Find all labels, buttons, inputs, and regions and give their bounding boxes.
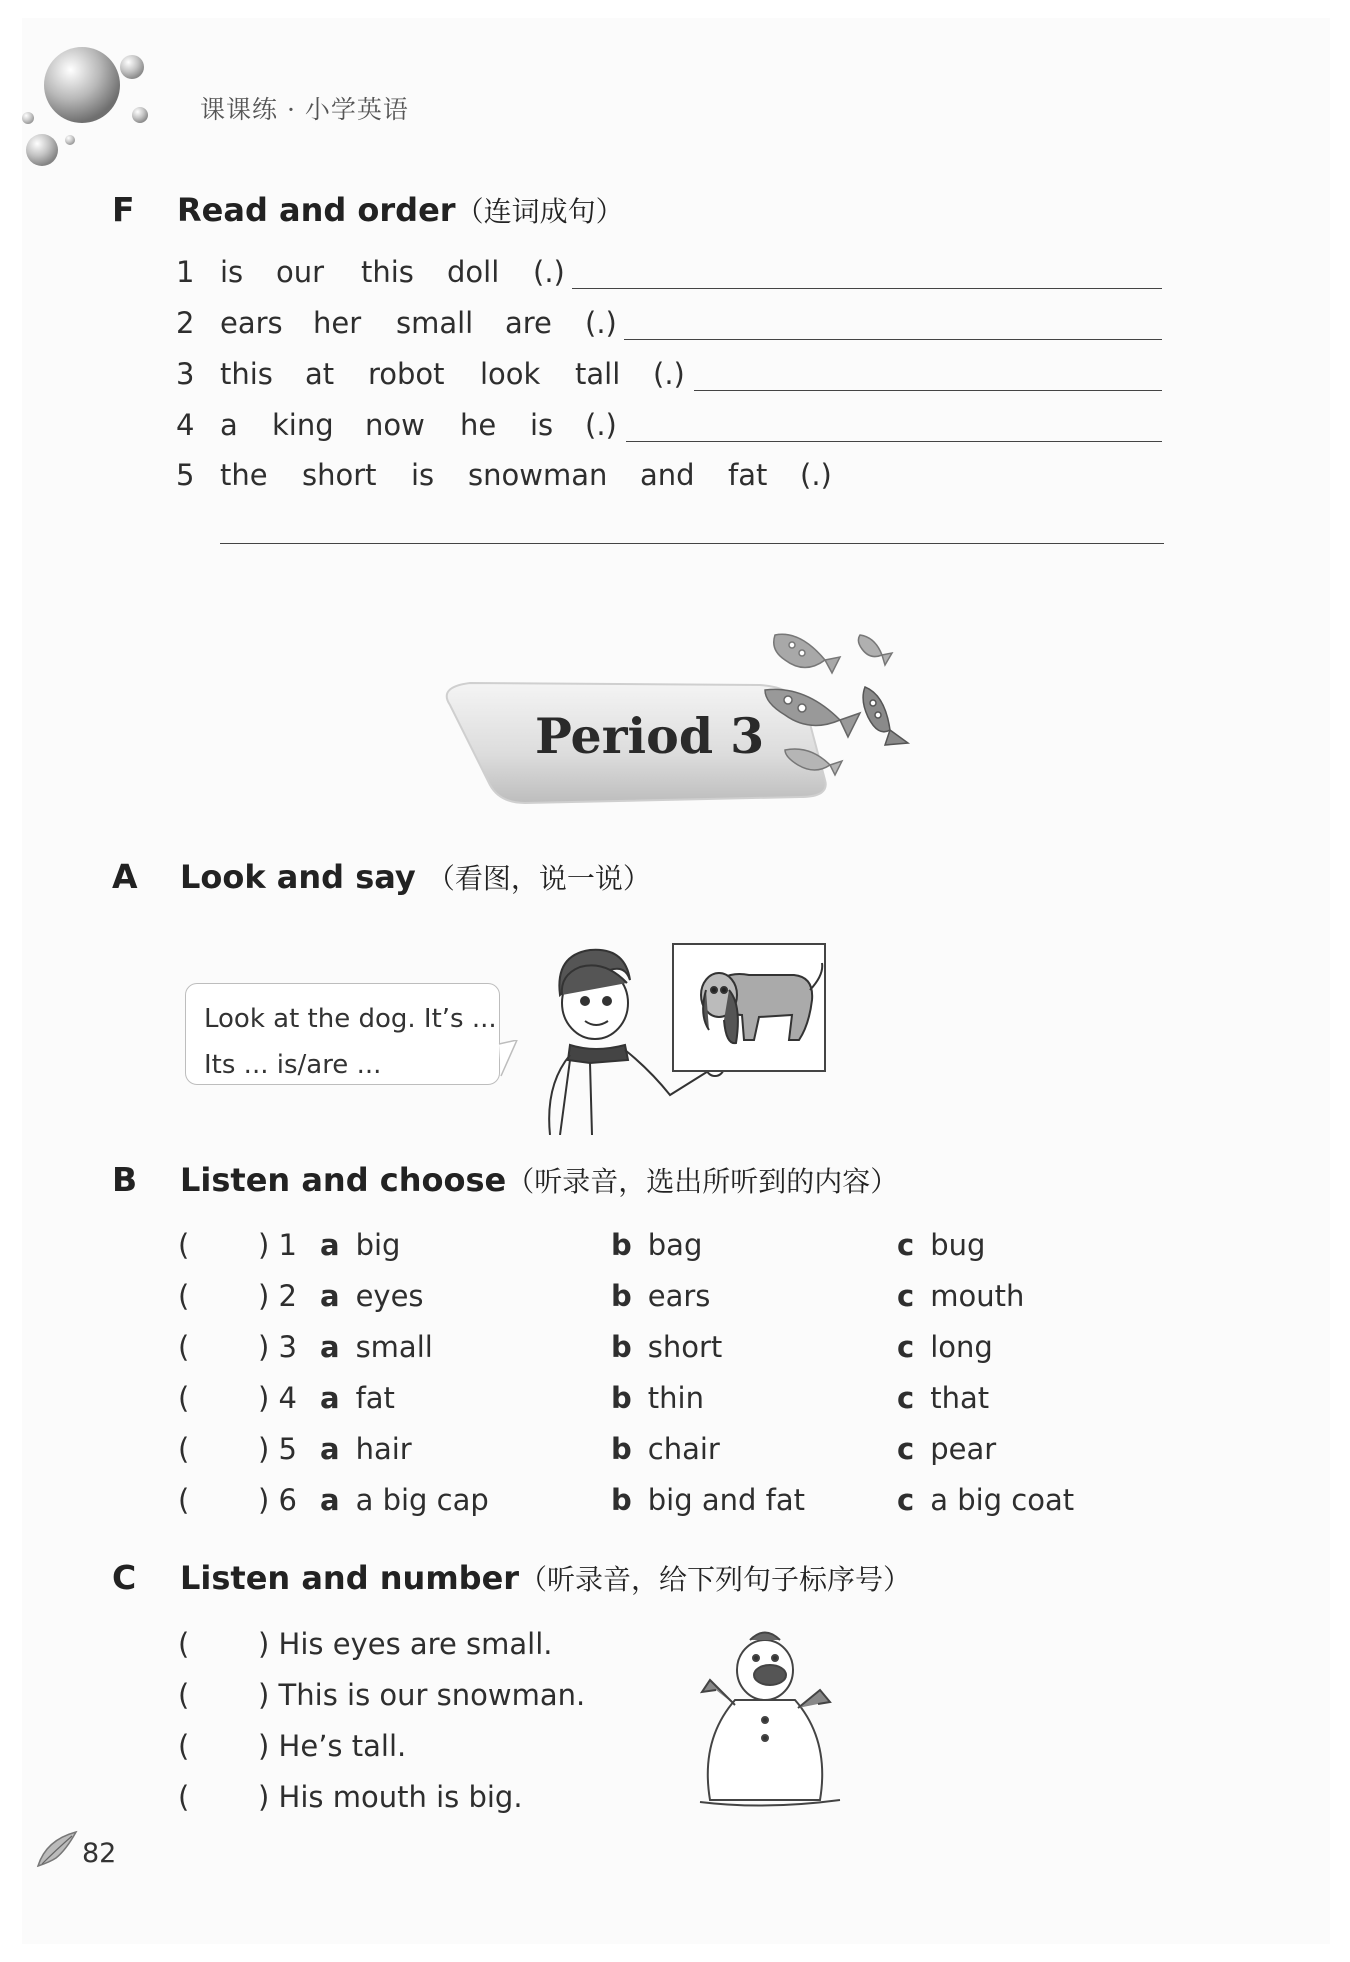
word: (.) bbox=[800, 458, 832, 492]
fish-icon bbox=[858, 635, 892, 665]
word: is bbox=[411, 458, 435, 492]
answer-line[interactable] bbox=[220, 543, 1164, 544]
sentence: This is our snowman. bbox=[278, 1678, 586, 1712]
word: this bbox=[220, 357, 273, 391]
option-a[interactable] bbox=[320, 1432, 412, 1466]
option-label: b bbox=[611, 1483, 632, 1517]
section-a-title-cn: （看图，说一说） bbox=[426, 862, 651, 895]
option-b[interactable] bbox=[611, 1381, 704, 1415]
option-label: c bbox=[897, 1432, 915, 1466]
number-item: ( ) He’s tall. bbox=[178, 1729, 407, 1763]
choose-row: ( ) 1 bbox=[178, 1228, 297, 1262]
choose-row: ( ) 2 bbox=[178, 1279, 297, 1313]
option-label: c bbox=[897, 1483, 915, 1517]
header-title: 课课练 · 小学英语 bbox=[200, 95, 409, 124]
word: is bbox=[220, 255, 244, 289]
answer-bracket[interactable]: ( bbox=[178, 1483, 190, 1517]
answer-bracket[interactable]: ( bbox=[178, 1432, 190, 1466]
row-number: 5 bbox=[278, 1432, 297, 1466]
option-text: ears bbox=[647, 1279, 711, 1313]
word: tall bbox=[575, 357, 621, 391]
choose-row: ( ) 6 bbox=[178, 1483, 297, 1517]
option-c[interactable] bbox=[897, 1279, 1024, 1313]
page-number: 82 bbox=[82, 1838, 117, 1869]
option-text: bug bbox=[930, 1228, 986, 1262]
option-text: chair bbox=[647, 1432, 720, 1466]
word: short bbox=[302, 458, 377, 492]
option-text: a big coat bbox=[930, 1483, 1075, 1517]
option-text: short bbox=[647, 1330, 723, 1364]
answer-line[interactable] bbox=[626, 441, 1162, 442]
number-item: ( ) This is our snowman. bbox=[178, 1678, 586, 1712]
choose-row: ( ) 4 bbox=[178, 1381, 297, 1415]
option-text: that bbox=[930, 1381, 990, 1415]
option-c[interactable] bbox=[897, 1330, 993, 1364]
word: robot bbox=[368, 357, 445, 391]
option-label: a bbox=[320, 1279, 340, 1313]
option-label: b bbox=[611, 1432, 632, 1466]
bubble-line-2: Its ... is/are ... bbox=[204, 1050, 382, 1080]
section-b-letter: B bbox=[112, 1160, 138, 1199]
section-b-title-en: Listen and choose bbox=[180, 1161, 507, 1199]
sentence: He’s tall. bbox=[278, 1729, 407, 1763]
option-text: fat bbox=[355, 1381, 395, 1415]
option-label: c bbox=[897, 1330, 915, 1364]
order-item-1 bbox=[176, 255, 565, 289]
option-c[interactable] bbox=[897, 1228, 985, 1262]
sentence: His eyes are small. bbox=[278, 1627, 553, 1661]
option-label: b bbox=[611, 1381, 632, 1415]
option-text: big bbox=[355, 1228, 401, 1262]
section-c-title bbox=[180, 1558, 911, 1598]
word: the bbox=[220, 458, 268, 492]
option-label: b bbox=[611, 1330, 632, 1364]
word: he bbox=[460, 408, 497, 442]
word: small bbox=[396, 306, 474, 340]
period-title: Period 3 bbox=[535, 707, 765, 765]
word: a bbox=[220, 408, 238, 442]
option-label: a bbox=[320, 1483, 340, 1517]
order-item-4 bbox=[176, 408, 617, 442]
answer-line[interactable] bbox=[572, 288, 1162, 289]
item-number: 4 bbox=[176, 408, 195, 442]
word: (.) bbox=[585, 408, 617, 442]
answer-line[interactable] bbox=[694, 390, 1162, 391]
option-c[interactable] bbox=[897, 1381, 989, 1415]
dog-illustration bbox=[674, 945, 824, 1070]
fish-icon bbox=[863, 687, 908, 745]
word: and bbox=[640, 458, 695, 492]
option-a[interactable] bbox=[320, 1279, 424, 1313]
option-a[interactable] bbox=[320, 1228, 400, 1262]
option-c[interactable] bbox=[897, 1483, 1074, 1517]
option-label: c bbox=[897, 1279, 915, 1313]
word: king bbox=[272, 408, 334, 442]
word: our bbox=[276, 255, 325, 289]
word: this bbox=[361, 255, 414, 289]
word: (.) bbox=[533, 255, 565, 289]
order-item-5 bbox=[176, 458, 832, 492]
option-label: b bbox=[611, 1279, 632, 1313]
snowman-illustration bbox=[680, 1620, 860, 1810]
option-text: small bbox=[355, 1330, 433, 1364]
number-item: ( ) His mouth is big. bbox=[178, 1780, 523, 1814]
answer-bracket[interactable]: ( bbox=[178, 1381, 190, 1415]
answer-bracket[interactable]: ( bbox=[178, 1279, 190, 1313]
option-text: long bbox=[930, 1330, 993, 1364]
row-number: 1 bbox=[278, 1228, 297, 1262]
answer-bracket[interactable]: ( bbox=[178, 1228, 190, 1262]
leaf-icon bbox=[36, 1828, 82, 1868]
section-a-title bbox=[180, 857, 651, 897]
option-text: bag bbox=[647, 1228, 703, 1262]
option-a[interactable] bbox=[320, 1381, 395, 1415]
item-number: 3 bbox=[176, 357, 195, 391]
item-number: 2 bbox=[176, 306, 195, 340]
option-a[interactable] bbox=[320, 1330, 433, 1364]
option-text: thin bbox=[647, 1381, 704, 1415]
word: ears bbox=[220, 306, 283, 340]
item-number: 5 bbox=[176, 458, 195, 492]
dog-picture-frame bbox=[672, 943, 826, 1072]
option-a[interactable] bbox=[320, 1483, 489, 1517]
bubble-line-1: Look at the dog. It’s ... bbox=[204, 1004, 497, 1034]
option-label: a bbox=[320, 1228, 340, 1262]
answer-bracket[interactable]: ( bbox=[178, 1678, 190, 1712]
section-f-letter: F bbox=[112, 190, 135, 229]
section-a-letter: A bbox=[112, 857, 138, 896]
section-c-letter: C bbox=[112, 1558, 137, 1597]
word: now bbox=[365, 408, 425, 442]
option-text: big and fat bbox=[647, 1483, 805, 1517]
row-number: 4 bbox=[278, 1381, 297, 1415]
answer-bracket[interactable]: ( bbox=[178, 1729, 190, 1763]
section-f-title bbox=[177, 190, 624, 230]
answer-bracket[interactable]: ( bbox=[178, 1780, 190, 1814]
sentence: His mouth is big. bbox=[278, 1780, 523, 1814]
option-label: a bbox=[320, 1432, 340, 1466]
row-number: 6 bbox=[278, 1483, 297, 1517]
option-b[interactable] bbox=[611, 1483, 805, 1517]
row-number: 2 bbox=[278, 1279, 297, 1313]
section-a-title-en: Look and say bbox=[180, 858, 416, 896]
order-item-2 bbox=[176, 306, 617, 340]
fish-icon bbox=[774, 634, 840, 673]
section-f-title-cn: （连词成句） bbox=[455, 195, 624, 228]
option-b[interactable] bbox=[611, 1228, 702, 1262]
word: look bbox=[480, 357, 541, 391]
option-label: c bbox=[897, 1228, 915, 1262]
section-f-title-en: Read and order bbox=[177, 191, 456, 229]
word: snowman bbox=[468, 458, 608, 492]
section-c-title-en: Listen and number bbox=[180, 1559, 520, 1597]
section-b-title-cn: （听录音，选出所听到的内容） bbox=[506, 1165, 899, 1198]
option-text: mouth bbox=[930, 1279, 1025, 1313]
option-b[interactable] bbox=[611, 1432, 720, 1466]
option-text: eyes bbox=[355, 1279, 424, 1313]
speech-bubble bbox=[185, 983, 500, 1085]
choose-row: ( ) 5 bbox=[178, 1432, 297, 1466]
option-label: b bbox=[611, 1228, 632, 1262]
word: her bbox=[313, 306, 362, 340]
answer-bracket[interactable]: ( bbox=[178, 1330, 190, 1364]
word: doll bbox=[447, 255, 500, 289]
word: (.) bbox=[653, 357, 685, 391]
bubbles-decoration bbox=[20, 40, 160, 170]
option-label: a bbox=[320, 1381, 340, 1415]
bubble-tail bbox=[495, 1040, 525, 1080]
answer-line[interactable] bbox=[624, 339, 1162, 340]
word: at bbox=[305, 357, 335, 391]
word: fat bbox=[728, 458, 768, 492]
option-text: hair bbox=[355, 1432, 412, 1466]
section-c-title-cn: （听录音，给下列句子标序号） bbox=[519, 1563, 912, 1596]
word: is bbox=[530, 408, 554, 442]
answer-bracket[interactable]: ( bbox=[178, 1627, 190, 1661]
row-number: 3 bbox=[278, 1330, 297, 1364]
item-number: 1 bbox=[176, 255, 195, 289]
order-item-3 bbox=[176, 357, 685, 391]
word: are bbox=[505, 306, 552, 340]
choose-row: ( ) 3 bbox=[178, 1330, 297, 1364]
option-b[interactable] bbox=[611, 1330, 722, 1364]
option-b[interactable] bbox=[611, 1279, 710, 1313]
number-item: ( ) His eyes are small. bbox=[178, 1627, 553, 1661]
option-text: pear bbox=[930, 1432, 997, 1466]
option-label: a bbox=[320, 1330, 340, 1364]
option-text: a big cap bbox=[355, 1483, 489, 1517]
option-c[interactable] bbox=[897, 1432, 996, 1466]
word: (.) bbox=[585, 306, 617, 340]
section-b-title bbox=[180, 1160, 898, 1200]
option-label: c bbox=[897, 1381, 915, 1415]
